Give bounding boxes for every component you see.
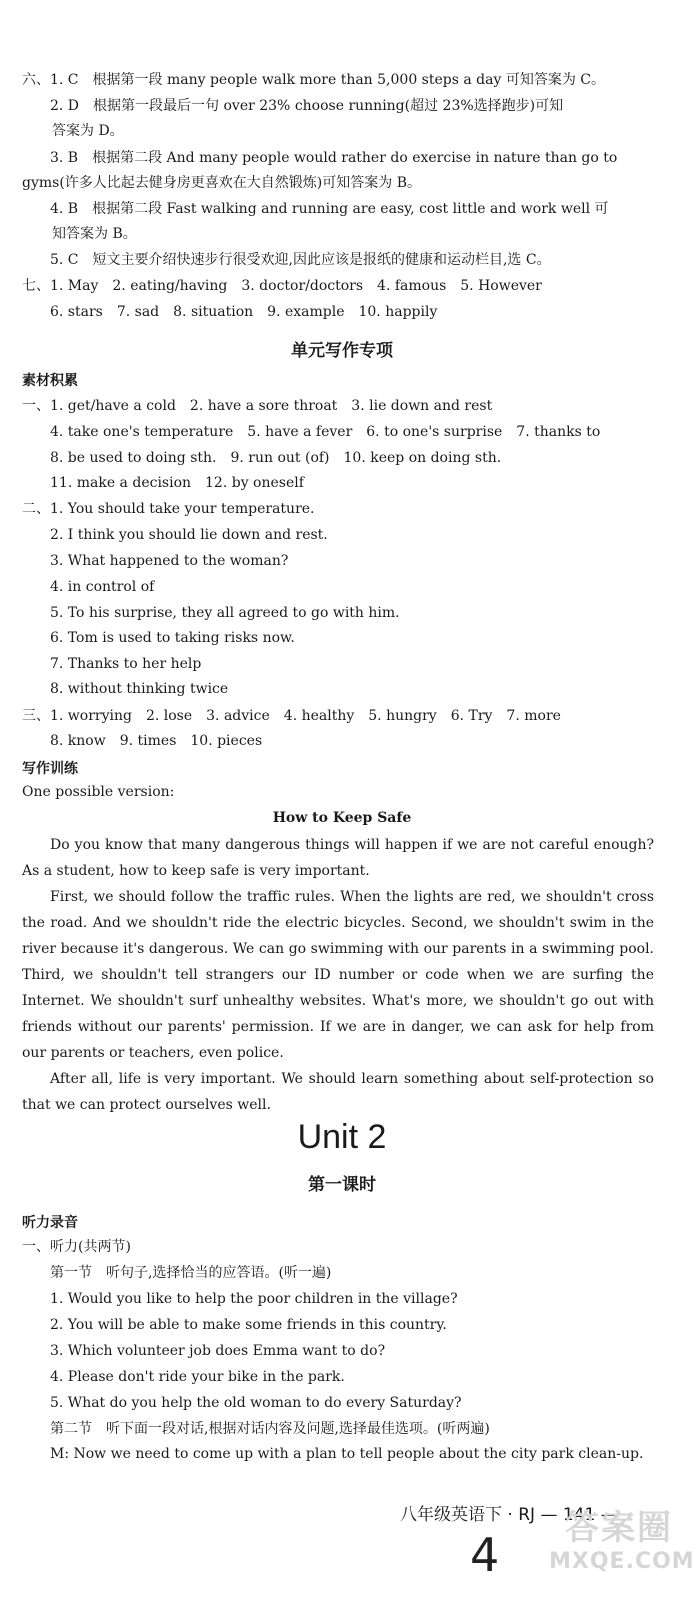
m2-line: 3. What happened to the woman?	[50, 553, 289, 569]
watermark-url: MXQE.COM	[549, 1549, 695, 1574]
essay-paragraph: First, we should follow the traffic rules. When the lights are red, we shouldn't cross the road. And we shouldn't ride the electric bicycles. Second, we shouldn't swim in the river because it's dangerous. We can go swimming with our parents in a swimming pool. Third, we shouldn't tell strangers our ID number or code when we are surfing the Internet. We shouldn't surf unhealthy websites. What's more, we shouldn't go out with friends without our parents' permission. If we are in danger, we can ask for help from our parents or teachers, even police.	[22, 889, 654, 1061]
section1-item: 5. What do you help the old woman to do every Saturday?	[50, 1395, 462, 1411]
watermark	[549, 1500, 695, 1592]
sec6-line: 3. B 根据第二段 And many people would rather do exercise in nature than go to	[50, 150, 618, 166]
m1-line: 一、1. get/have a cold 2. have a sore throat 3. lie down and rest	[22, 398, 493, 414]
m2-line: 5. To his surprise, they all agreed to go with him.	[50, 605, 400, 621]
section1-item: 4. Please don't ride your bike in the park.	[50, 1369, 345, 1385]
section2-instruction: 第二节 听下面一段对话,根据对话内容及问题,选择最佳选项。(听两遍)	[50, 1421, 490, 1437]
sec6-line: 4. B 根据第二段 Fast walking and running are easy, cost little and work well 可	[50, 201, 609, 217]
material-heading: 素材积累	[22, 373, 78, 389]
m2-line: 二、1. You should take your temperature.	[22, 501, 315, 517]
m1-line: 4. take one's temperature 5. have a fever 6. to one's surprise 7. thanks to	[50, 424, 601, 440]
dialog-line: M: Now we need to come up with a plan to tell people about the city park clean-up.	[50, 1446, 644, 1462]
sec7-line: 七、1. May 2. eating/having 3. doctor/doctors 4. famous 5. However	[22, 278, 542, 294]
section1-item: 3. Which volunteer job does Emma want to do?	[50, 1343, 386, 1359]
sec6-line: 2. D 根据第一段最后一句 over 23% choose running(超过 23%选择跑步)可知	[50, 98, 564, 114]
lesson-title: 第一课时	[308, 1175, 376, 1195]
listening-part: 一、听力(共两节)	[22, 1239, 131, 1255]
sec6-line: 知答案为 B。	[52, 226, 137, 242]
sec6-line: 答案为 D。	[52, 123, 124, 139]
writing-heading: 单元写作专项	[291, 341, 393, 361]
essay-title: How to Keep Safe	[272, 810, 412, 826]
unit-title: Unit 2	[297, 1118, 387, 1156]
sec6-line: 六、1. C 根据第一段 many people walk more than 5,000 steps a day 可知答案为 C。	[22, 72, 605, 88]
m2-line: 4. in control of	[50, 579, 155, 595]
essay-paragraph: After all, life is very important. We should learn something about self-protection so that we can protect ourselves well.	[22, 1071, 654, 1113]
training-heading: 写作训练	[22, 761, 78, 777]
m2-line: 8. without thinking twice	[50, 681, 229, 697]
watermark-text: 答案圈	[565, 1508, 673, 1548]
section1-item: 1. Would you like to help the poor children in the village?	[50, 1291, 458, 1307]
listening-heading: 听力录音	[22, 1215, 78, 1231]
m2-line: 6. Tom is used to taking risks now.	[50, 630, 295, 646]
possible-version-label: One possible version:	[22, 784, 175, 800]
m3-line: 三、1. worrying 2. lose 3. advice 4. healthy 5. hungry 6. Try 7. more	[22, 708, 561, 724]
m2-line: 2. I think you should lie down and rest.	[50, 527, 328, 543]
m1-line: 11. make a decision 12. by oneself	[50, 475, 304, 491]
section1-instruction: 第一节 听句子,选择恰当的应答语。(听一遍)	[50, 1265, 332, 1281]
m2-line: 7. Thanks to her help	[50, 656, 202, 672]
sec6-line: gyms(许多人比起去健身房更喜欢在大自然锻炼)可知答案为 B。	[22, 175, 421, 191]
page-footer: 八年级英语下 · RJ — 141 —	[400, 1505, 618, 1525]
handwritten-mark: 4	[470, 1528, 500, 1582]
section1-item: 2. You will be able to make some friends in this country.	[50, 1317, 447, 1333]
essay-paragraph: Do you know that many dangerous things will happen if we are not careful enough? As a student, how to keep safe is very important.	[22, 837, 654, 879]
m3-line: 8. know 9. times 10. pieces	[50, 733, 263, 749]
sec7-line: 6. stars 7. sad 8. situation 9. example 10. happily	[50, 304, 438, 320]
sec6-line: 5. C 短文主要介绍快速步行很受欢迎,因此应该是报纸的健康和运动栏目,选 C。	[50, 252, 551, 268]
m1-line: 8. be used to doing sth. 9. run out (of) 10. keep on doing sth.	[50, 450, 502, 466]
